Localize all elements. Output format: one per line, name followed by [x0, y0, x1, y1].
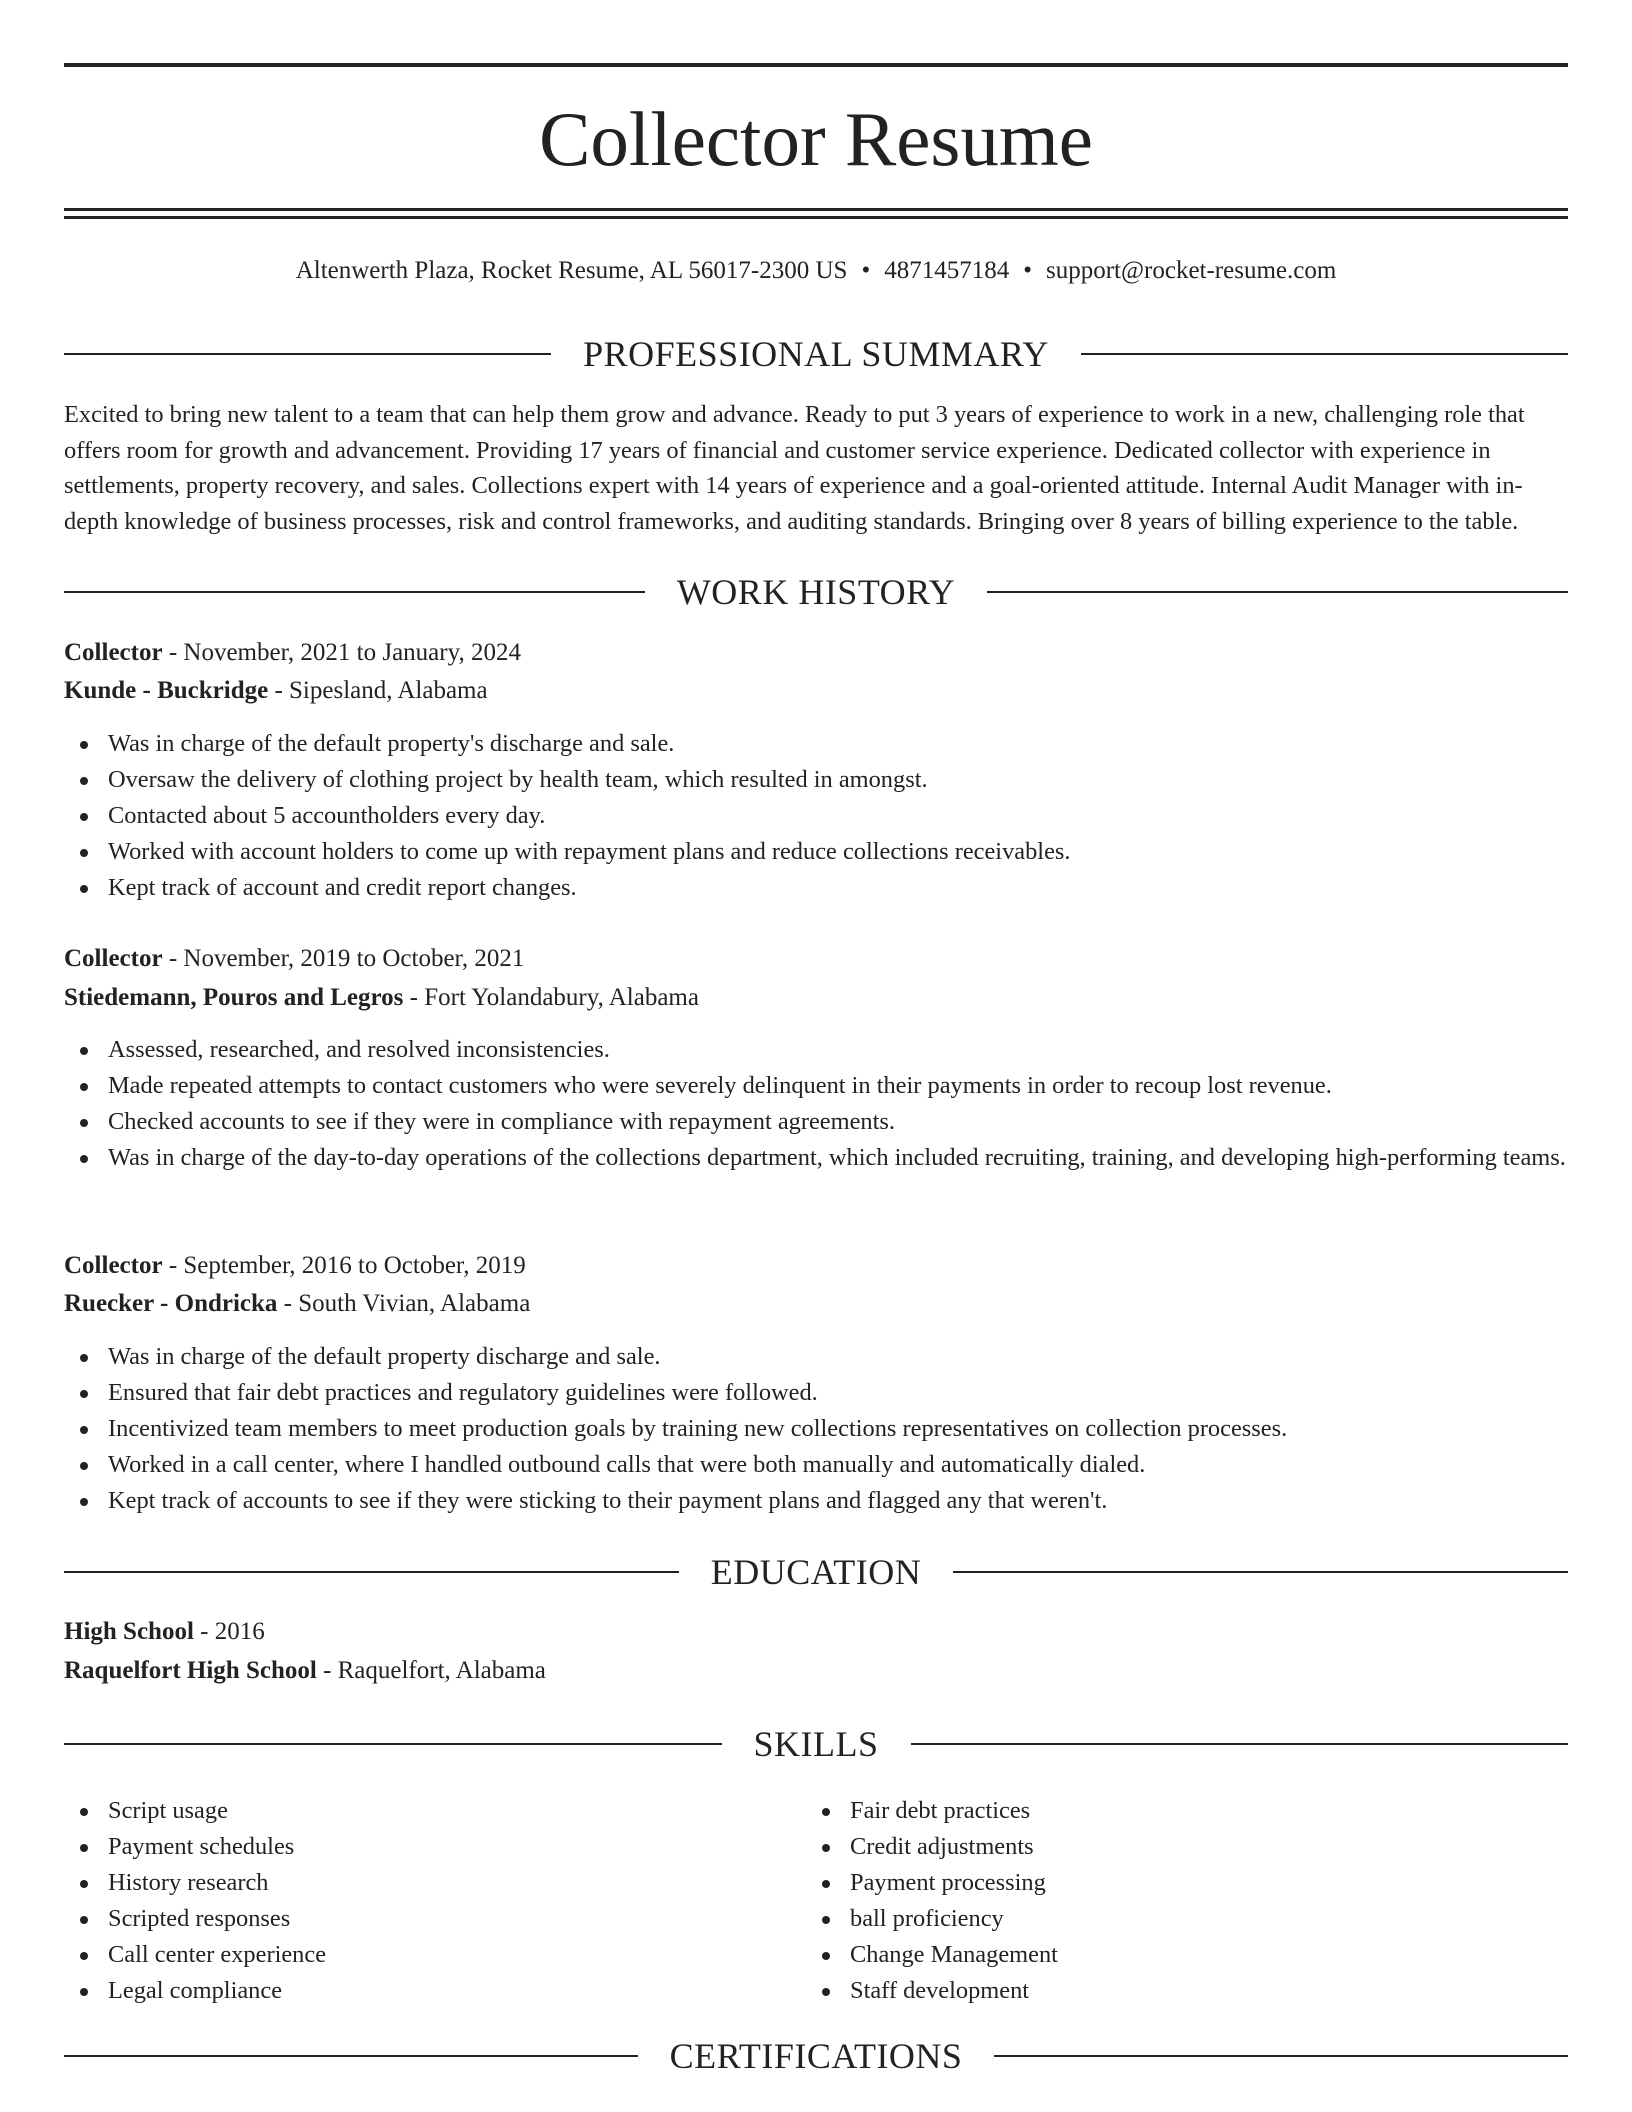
contact-address: Altenwerth Plaza, Rocket Resume, AL 56017-2300 US	[295, 257, 848, 284]
skill-item: Change Management	[806, 1937, 1506, 1973]
job-title-line	[64, 944, 1568, 974]
skill-item: Script usage	[64, 1793, 764, 1829]
job-dates: - November, 2019 to October, 2021	[162, 945, 525, 972]
skill-item: Payment schedules	[64, 1829, 764, 1865]
job-location: - Sipesland, Alabama	[268, 677, 488, 704]
list-item: Kept track of accounts to see if they were sticking to their payment plans and flagged any that weren't.	[64, 1483, 1568, 1519]
skill-item: Scripted responses	[64, 1901, 764, 1937]
job-company-line	[64, 983, 1568, 1013]
list-item: Incentivized team members to meet production goals by training new collections representatives on collection processes.	[64, 1411, 1568, 1447]
top-rule	[64, 63, 1568, 67]
divider	[994, 2055, 1568, 2057]
divider	[64, 1743, 722, 1745]
education-degree: High School	[64, 1618, 194, 1645]
job-company: Ruecker - Ondricka	[64, 1290, 278, 1317]
education-location: - Raquelfort, Alabama	[316, 1657, 546, 1684]
job-company-line	[64, 676, 1568, 706]
divider	[1081, 353, 1568, 355]
job-title: Collector	[64, 945, 163, 972]
section-title: CERTIFICATIONS	[669, 2036, 963, 2076]
list-item: Worked with account holders to come up with repayment plans and reduce collections receivables.	[64, 834, 1568, 870]
section-title: SKILLS	[753, 1724, 879, 1764]
job-dates: - November, 2021 to January, 2024	[162, 639, 521, 666]
section-heading-summary	[64, 332, 1568, 376]
title-rule-lower	[64, 216, 1568, 219]
job-dates: - September, 2016 to October, 2019	[162, 1252, 526, 1279]
list-item: Was in charge of the default property discharge and sale.	[64, 1339, 1568, 1375]
skill-item: Credit adjustments	[806, 1829, 1506, 1865]
job-bullets	[64, 726, 1568, 906]
divider	[911, 1743, 1569, 1745]
section-heading-education	[64, 1550, 1568, 1594]
skills-list-left	[64, 1793, 764, 2009]
skills-list-right	[806, 1793, 1506, 2009]
job-company: Kunde - Buckridge	[64, 677, 269, 704]
skill-item: ball proficiency	[806, 1901, 1506, 1937]
job-title-line	[64, 1251, 1568, 1281]
summary-paragraph: Excited to bring new talent to a team that can help them grow and advance. Ready to put 3 years of experience to work in a new, challenging role that offers room for growth and advancement. Providing 17 years of financial and customer service experience. Dedicated collector with experience in settlements, property recovery, and sales. Collections expert with 14 years of experience and a goal-oriented attitude. Internal Audit Manager with in-depth knowledge of business processes, risk and control frameworks, and auditing standards. Bringing over 8 years of billing experience to the table.	[64, 401, 1525, 535]
list-item: Oversaw the delivery of clothing project by health team, which resulted in amongst.	[64, 762, 1568, 798]
section-title: WORK HISTORY	[676, 572, 956, 612]
list-item: Assessed, researched, and resolved inconsistencies.	[64, 1032, 1568, 1068]
skill-item: Fair debt practices	[806, 1793, 1506, 1829]
section-heading-certifications	[64, 2034, 1568, 2078]
list-item: Checked accounts to see if they were in compliance with repayment agreements.	[64, 1104, 1568, 1140]
resume-title: Collector Resume	[539, 96, 1093, 182]
title-rule-upper	[64, 208, 1568, 211]
education-school-line	[64, 1656, 1568, 1686]
job-title: Collector	[64, 1252, 163, 1279]
skill-item: Call center experience	[64, 1937, 764, 1973]
job-bullets	[64, 1339, 1568, 1519]
list-item: Kept track of account and credit report changes.	[64, 870, 1568, 906]
skill-item: Legal compliance	[64, 1973, 764, 2009]
education-degree-line	[64, 1617, 1568, 1647]
job-company-line	[64, 1289, 1568, 1319]
job-location: - South Vivian, Alabama	[277, 1290, 531, 1317]
contact-separator: •	[861, 257, 871, 284]
section-heading-work-history	[64, 570, 1568, 614]
list-item: Contacted about 5 accountholders every day.	[64, 798, 1568, 834]
education-school: Raquelfort High School	[64, 1657, 317, 1684]
divider	[64, 591, 645, 593]
list-item: Was in charge of the day-to-day operations of the collections department, which included recruiting, training, and developing high-performing teams.	[64, 1140, 1568, 1176]
divider	[64, 2055, 638, 2057]
section-title: PROFESSIONAL SUMMARY	[583, 334, 1049, 374]
divider	[64, 1571, 679, 1573]
list-item: Was in charge of the default property's discharge and sale.	[64, 726, 1568, 762]
job-bullets	[64, 1032, 1568, 1176]
job-title: Collector	[64, 639, 163, 666]
divider	[953, 1571, 1568, 1573]
list-item: Made repeated attempts to contact customers who were severely delinquent in their payments in order to recoup lost revenue.	[64, 1068, 1568, 1104]
list-item: Worked in a call center, where I handled outbound calls that were both manually and automatically dialed.	[64, 1447, 1568, 1483]
skill-item: Staff development	[806, 1973, 1506, 2009]
job-title-line	[64, 638, 1568, 668]
skill-item: Payment processing	[806, 1865, 1506, 1901]
list-item: Ensured that fair debt practices and regulatory guidelines were followed.	[64, 1375, 1568, 1411]
contact-separator: •	[1023, 257, 1032, 284]
section-heading-skills	[64, 1722, 1568, 1766]
job-location: - Fort Yolandabury, Alabama	[403, 984, 699, 1011]
section-title: EDUCATION	[710, 1552, 922, 1592]
divider	[64, 353, 551, 355]
contact-email: support@rocket-resume.com	[1046, 257, 1337, 284]
job-company: Stiedemann, Pouros and Legros	[64, 984, 404, 1011]
skill-item: History research	[64, 1865, 764, 1901]
divider	[987, 591, 1568, 593]
education-year: - 2016	[193, 1618, 265, 1645]
contact-line	[64, 256, 1568, 286]
contact-phone: 4871457184	[884, 257, 1010, 284]
